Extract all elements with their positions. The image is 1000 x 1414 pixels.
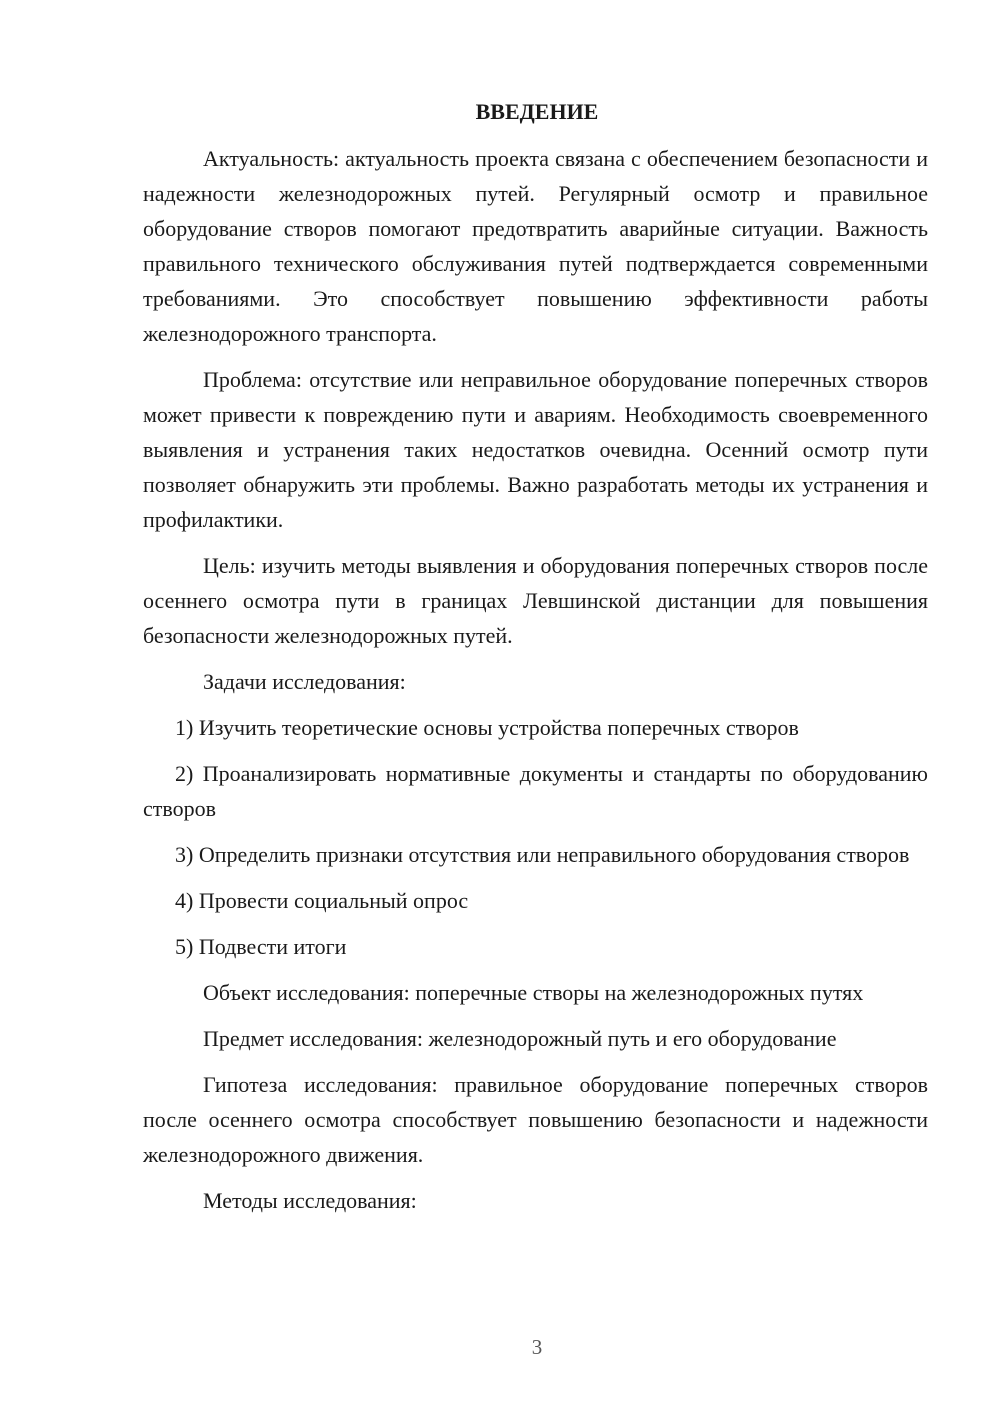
page-title: ВВЕДЕНИЕ bbox=[475, 99, 599, 124]
methods-heading: Методы исследования: bbox=[203, 1188, 417, 1213]
task-item: 2) Проанализировать нормативные документы и стандарты по оборудованию створов bbox=[143, 761, 928, 821]
task-item: 3) Определить признаки отсутствия или неправильного оборудования створов bbox=[175, 842, 910, 867]
problem-paragraph: Проблема: отсутствие или неправильное оборудование поперечных створов может привести к повреждению пути и авариям. Необходимость своевременного выявления и устранения таких недостатков очевидна. Осенний осмотр пути позволяет обнаружить эти проблемы. Важно разработать методы их устранения и профилактики. bbox=[143, 367, 928, 532]
page-number: 3 bbox=[531, 1335, 543, 1359]
goal-paragraph: Цель: изучить методы выявления и оборудования поперечных створов после осеннего осмотра пути в границах Левшинской дистанции для повышения безопасности железнодорожных путей. bbox=[143, 553, 928, 648]
task-item: 4) Провести социальный опрос bbox=[175, 888, 469, 913]
relevance-paragraph: Актуальность: актуальность проекта связана с обеспечением безопасности и надежности железнодорожных путей. Регулярный осмотр и правильное оборудование створов помогают предотвратить аварийные ситуации. Важность правильного технического обслуживания путей подтверждается современными требованиями. Это способствует повышению эффективности работы железнодорожного транспорта. bbox=[143, 146, 928, 346]
object-paragraph: Объект исследования: поперечные створы на железнодорожных путях bbox=[203, 980, 864, 1005]
document-body bbox=[143, 141, 928, 1229]
task-item: 5) Подвести итоги bbox=[175, 934, 347, 959]
hypothesis-paragraph: Гипотеза исследования: правильное оборудование поперечных створов после осеннего осмотра способствует повышению безопасности и надежности железнодорожного движения. bbox=[143, 1072, 928, 1167]
subject-paragraph: Предмет исследования: железнодорожный путь и его оборудование bbox=[203, 1026, 837, 1051]
tasks-heading: Задачи исследования: bbox=[203, 669, 406, 694]
task-item: 1) Изучить теоретические основы устройства поперечных створов bbox=[175, 715, 799, 740]
